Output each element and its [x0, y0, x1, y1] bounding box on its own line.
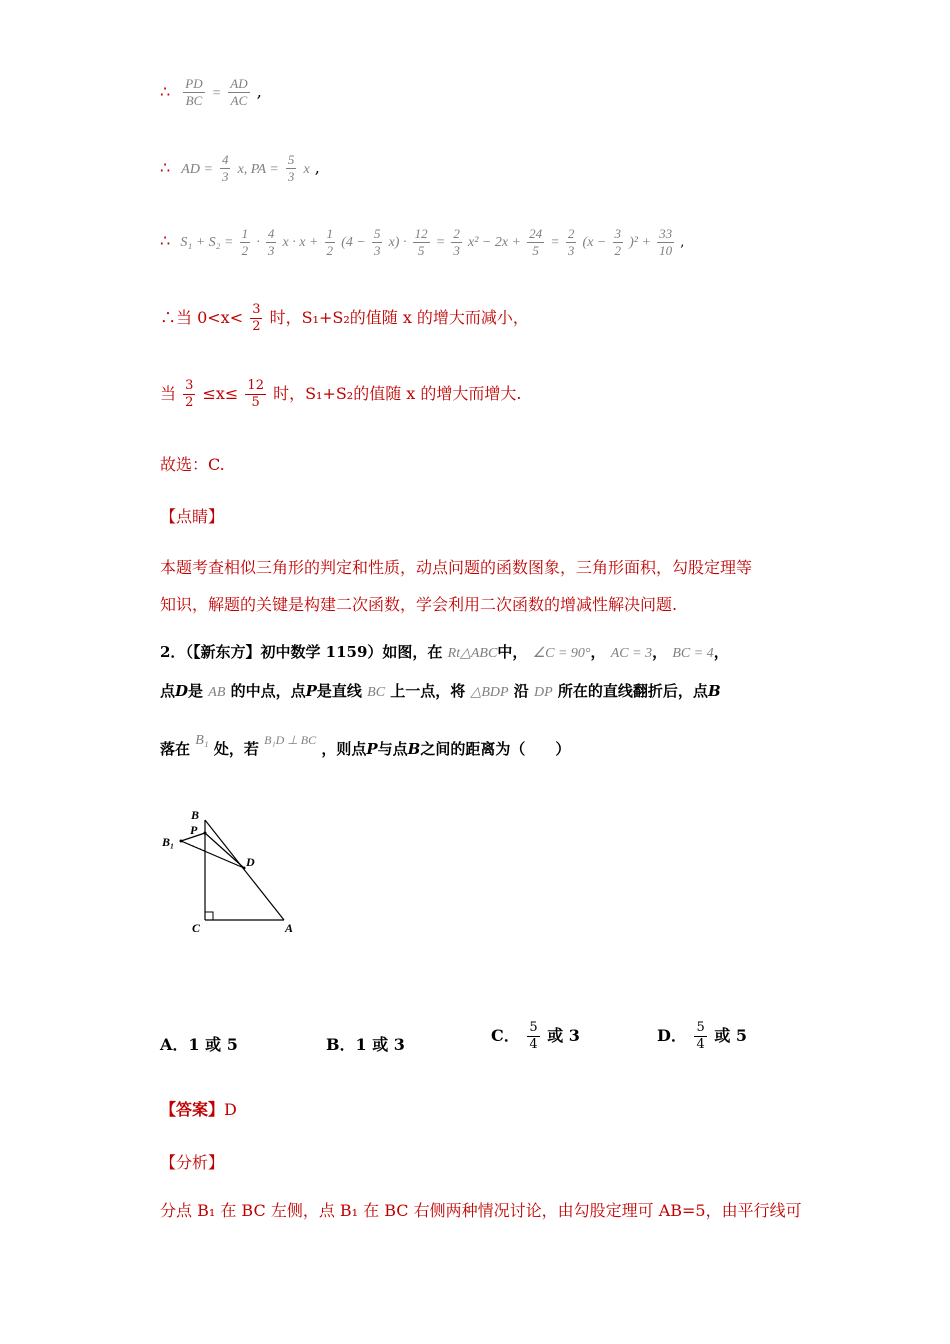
question-line-3: 落在 B₁ 处，若 $^{B_1D \perp BC}$ ，则点P与点B之间的距离为（ ）: [160, 733, 571, 758]
question-line-1: 2．（【新东方】初中数学 1159）如图，在 Rt△ABC中， ∠C = 90°， AC = 3， BC = 4，: [160, 643, 729, 661]
segment-b1d: [181, 841, 244, 868]
right-angle-mark: [205, 912, 213, 920]
label-d: D: [246, 855, 255, 869]
choice-d[interactable]: D． $\frac{5}{4}$ 或 5: [657, 1020, 748, 1052]
label-p: P: [190, 823, 198, 837]
segment-pd: [205, 833, 244, 868]
label-c: C: [192, 921, 201, 935]
label-b1: B₁: [162, 835, 175, 849]
answer-choice-line: 故选：C.: [160, 455, 225, 474]
choice-a[interactable]: A．1 或 5: [160, 1035, 238, 1054]
answer-line: [160, 1097, 237, 1120]
step-increasing: 当 $\frac{3}{2}$ ≤x≤ $\frac{12}{5}$ 时，S₁+S₂的值随 x 的增大而增大.: [160, 378, 522, 410]
triangle-figure: [160, 800, 310, 940]
analysis-heading: 【分析】: [160, 1153, 225, 1172]
step-decreasing: ∴当 0<x< $\frac{3}{2}$ 时，S₁+S₂的值随 x 的增大而减小，: [160, 302, 529, 334]
comment-heading: 【点睛】: [160, 507, 225, 526]
point-p: [204, 832, 207, 835]
choice-c[interactable]: C． $\frac{5}{4}$ 或 3: [491, 1020, 580, 1052]
question-line-2: 点D是 AB 的中点，点P是直线 BC 上一点，将 △BDP 沿 DP 所在的直线翻折后，点B: [160, 682, 721, 700]
point-b1: [180, 840, 183, 843]
therefore-symbol: ∴: [160, 158, 171, 177]
analysis-text: 分点 B₁ 在 BC 左侧，点 B₁ 在 BC 右侧两种情况讨论，由勾股定理可 AB=5，由平行线可: [160, 1201, 802, 1220]
label-a: A: [285, 921, 294, 935]
choice-b[interactable]: B．1 或 3: [326, 1035, 405, 1054]
label-b: B: [191, 808, 200, 822]
step-proportion: ∴ $\frac{PD}{BC}$ = $\frac{AD}{AC}$ ,: [160, 76, 262, 108]
comment-text-1: 本题考查相似三角形的判定和性质，动点问题的函数图象，三角形面积，勾股定理等: [160, 558, 753, 577]
step-area-sum: ∴ S₁ + S₂ = $\frac{1}{2}$ · $\frac{4}{3}$ x · x + $\frac{1}{2}$ (4 − $\frac{5}{3}$ x) · $\frac{12}{5}$ = $\frac{2}{3}$ x² − 2x + $\frac{24}{5}$ = $\frac{2}{3}$ (x − $\frac{3}{2}$ )² + $\frac{33}{10}$ ,: [160, 226, 685, 258]
comment-text-2: 知识，解题的关键是构建二次函数，学会利用二次函数的增减性解决问题.: [160, 595, 678, 614]
therefore-symbol: ∴: [160, 231, 171, 250]
answer-value: D: [224, 1100, 237, 1119]
answer-heading: 【答案】: [160, 1100, 225, 1119]
segment-ab: [205, 820, 284, 920]
step-ad-pa: ∴ AD = $\frac{4}{3}$ x, PA = $\frac{5}{3}$ x ,: [160, 152, 320, 184]
fraction-pd-bc: $\frac{PD}{BC}$: [185, 76, 203, 108]
therefore-symbol: ∴: [160, 82, 171, 101]
fraction-ad-ac: $\frac{AD}{AC}$: [230, 76, 248, 108]
